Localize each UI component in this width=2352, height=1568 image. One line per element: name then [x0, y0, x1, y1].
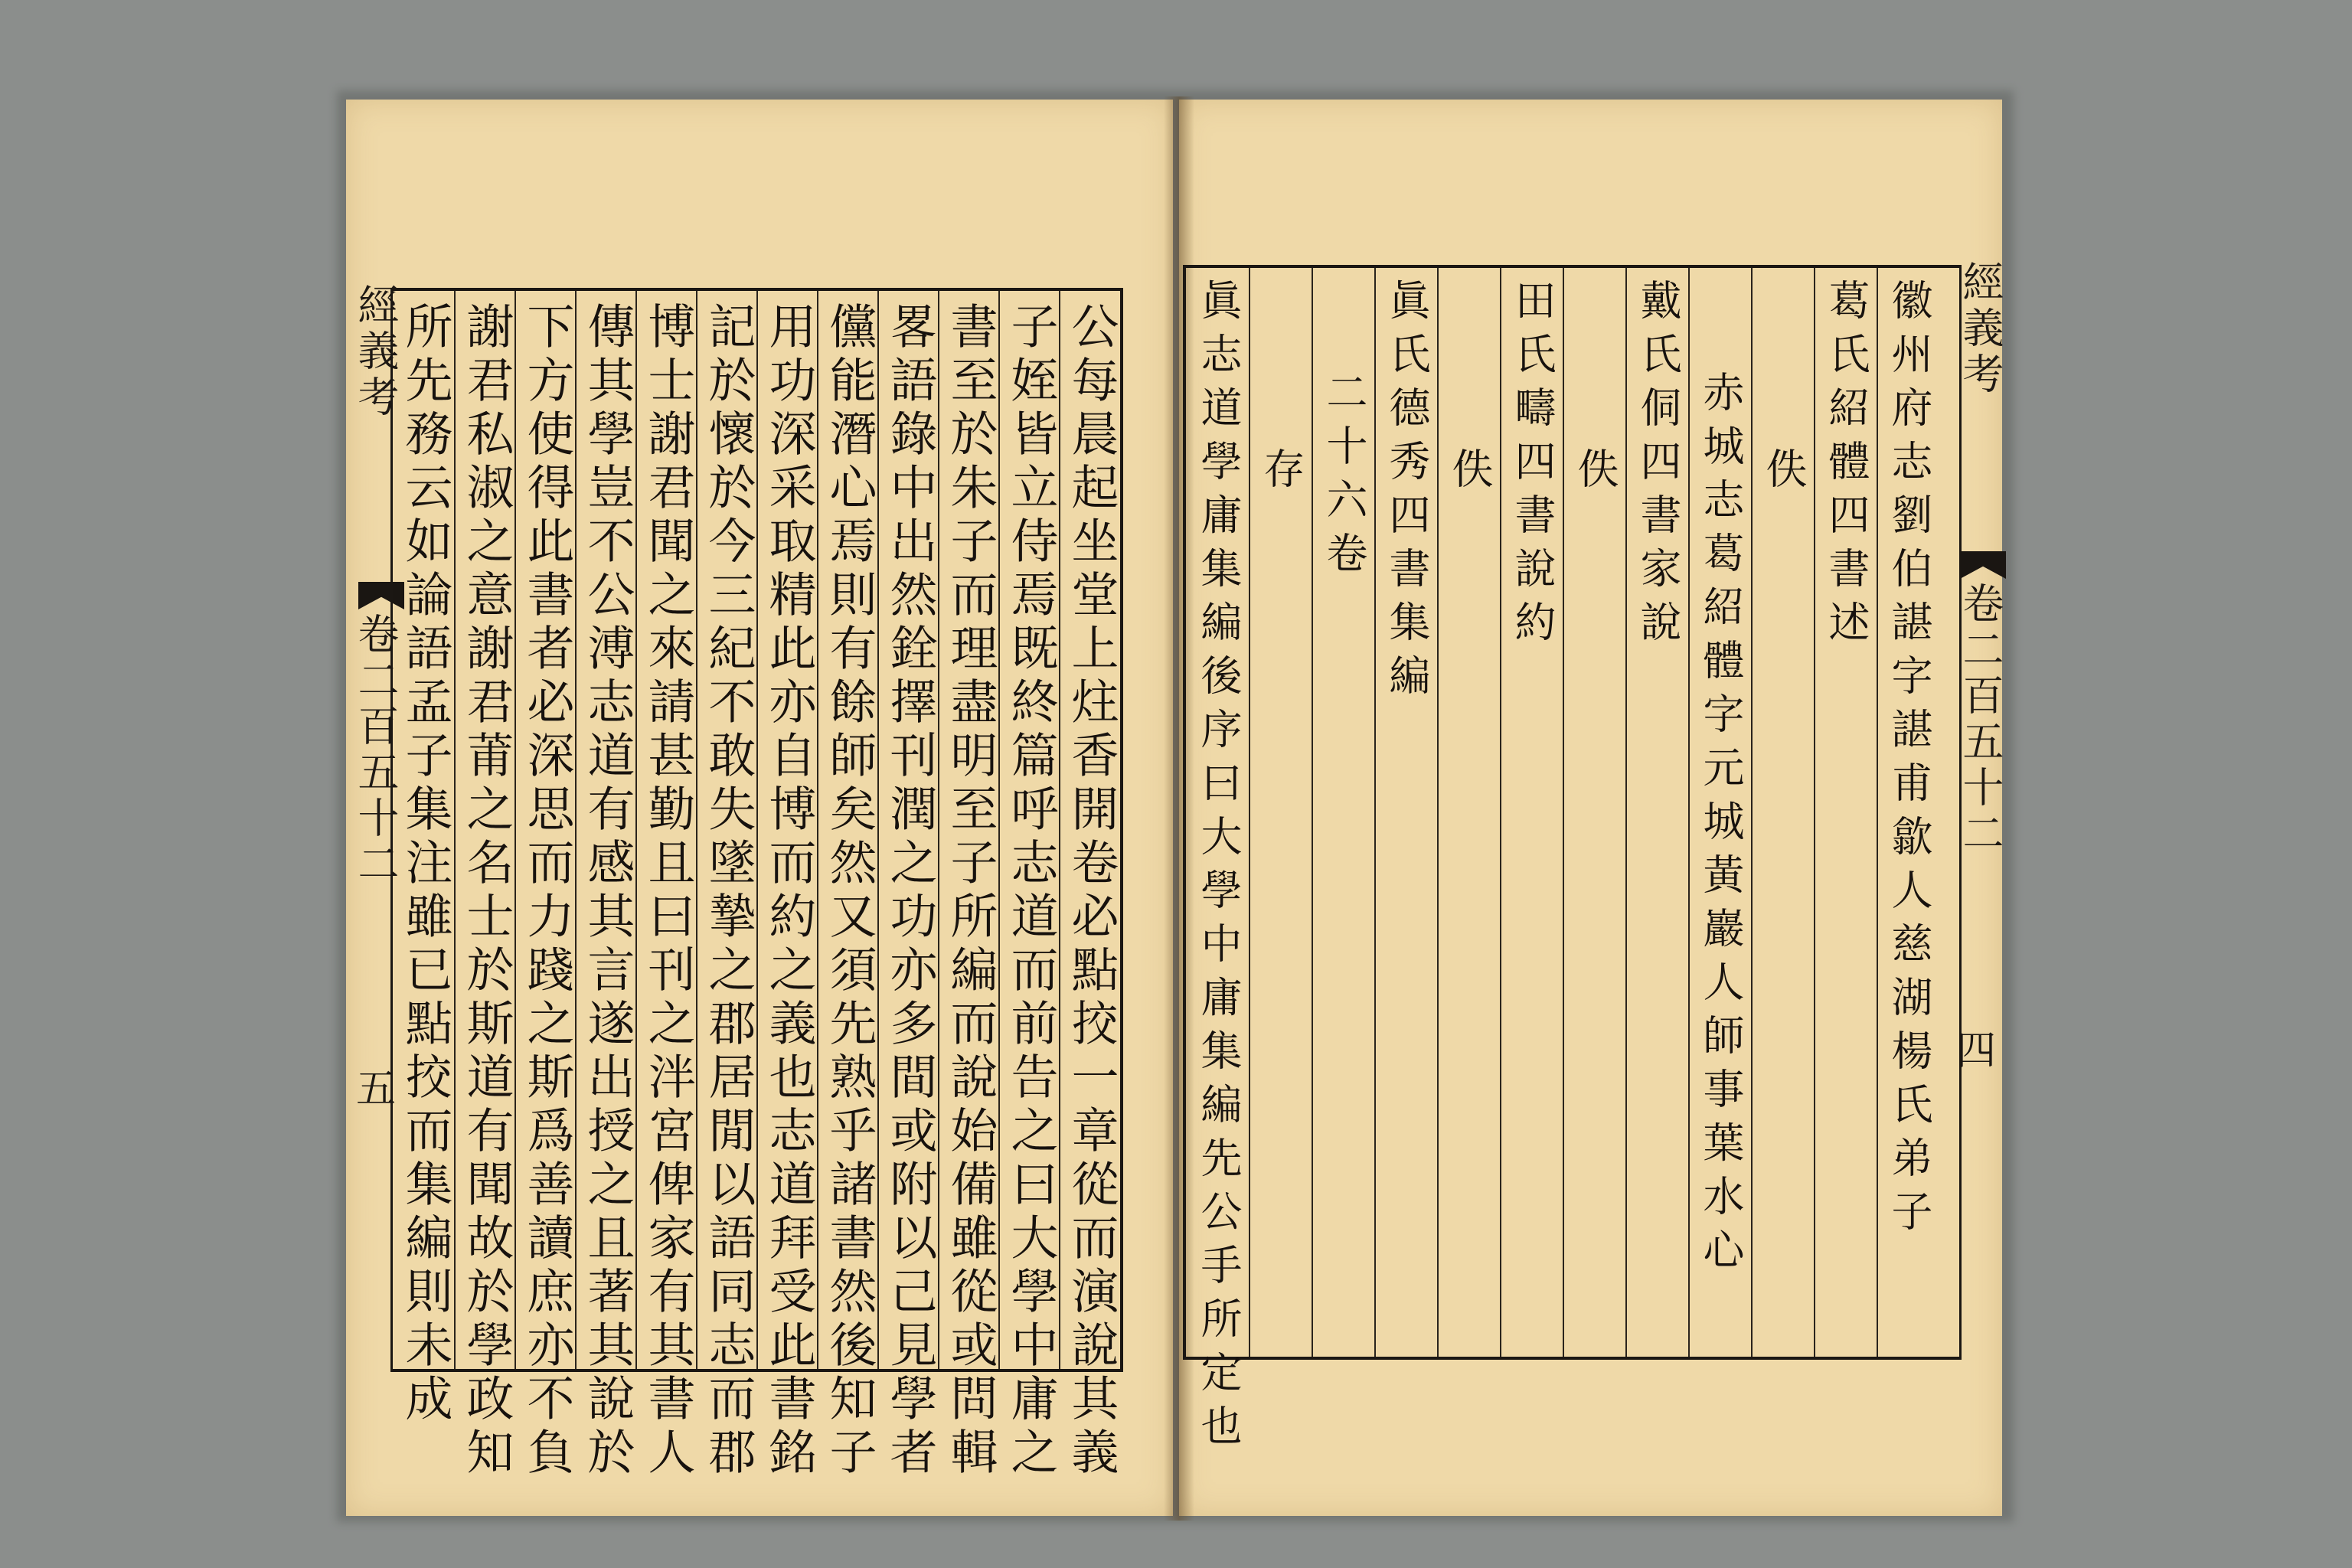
- left-folio-number: 五: [356, 1067, 397, 1112]
- left-text-frame: [390, 288, 1123, 1481]
- text-column: 博士謝君聞之來請甚勤且曰刊之泮宮俾家有其書人: [640, 302, 696, 1481]
- text-column: 畧語錄中出然銓擇刊潤之功亦多間或附以己見學者: [882, 302, 938, 1481]
- text-column: 存: [1257, 447, 1305, 501]
- left-margin-volume: 卷二百五十二: [351, 612, 400, 888]
- text-column: 所先務云如論語孟子集注雖已點挍而集編則未成: [397, 302, 453, 1427]
- text-column: 二十六卷: [1320, 371, 1368, 585]
- text-column: 下方使得此書者必深思而力踐之斯爲善讀庶亦不負: [519, 302, 575, 1481]
- text-column: 書至於朱子而理盡明至子所編而說始備雖從或問輯: [942, 302, 998, 1481]
- right-margin-volume: 卷二百五十二: [1956, 582, 2004, 858]
- text-column: 佚: [1759, 447, 1808, 501]
- text-column: 謝君私淑之意謝君莆之名士於斯道有聞故於學政知: [459, 302, 514, 1481]
- text-column: 儻能潛心焉則有餘師矣然又須先熟乎諸書然後知子: [822, 302, 877, 1481]
- text-column: 葛氏紹體四書述: [1822, 279, 1870, 654]
- text-column: 用功深采取精此亦自博而約之義也志道拜受此書銘: [761, 302, 817, 1481]
- text-column: 佚: [1571, 447, 1619, 501]
- text-column: 眞氏德秀四書集編: [1383, 279, 1431, 707]
- text-column: 公每晨起坐堂上炷香開卷必點挍一章從而演說其義: [1063, 302, 1119, 1481]
- text-column: 記於懷於今三紀不敢失墜摯之郡居閒以語同志而郡: [701, 302, 756, 1481]
- text-column: 傳其學豈不公溥志道有感其言遂出授之且著其說於: [580, 302, 635, 1481]
- right-folio-number: 四: [1956, 1028, 1997, 1074]
- right-text-frame: [1183, 265, 1962, 1458]
- right-margin-title: 經義考: [1956, 260, 2004, 398]
- text-column: 徽州府志劉伯諶字諶甫歙人慈湖楊氏弟子: [1885, 279, 1933, 1243]
- text-column: 佚: [1446, 447, 1494, 501]
- text-column: 子姪皆立侍焉既終篇呼志道而前告之曰大學中庸之: [1003, 302, 1059, 1481]
- text-column: 赤城志葛紹體字元城黃巖人師事葉水心: [1697, 371, 1745, 1282]
- text-column: 田氏疇四書說約: [1508, 279, 1557, 654]
- text-column: 戴氏侗四書家說: [1634, 279, 1682, 654]
- text-column: 眞志道學庸集編後序曰大學中庸集編先公手所定也: [1194, 279, 1243, 1458]
- left-margin-title: 經義考: [351, 283, 400, 421]
